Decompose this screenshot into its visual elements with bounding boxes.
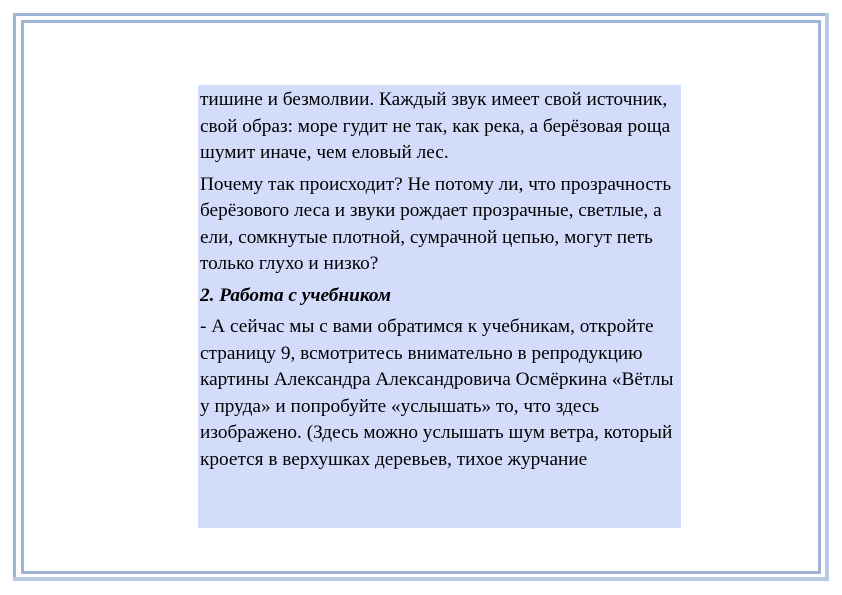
- slide-frame-bottom-edge: [13, 577, 829, 581]
- slide-frame-right-edge: [825, 13, 829, 581]
- paragraph-birch-and-fir: Почему так происходит? Не потому ли, что прозрачность берёзового леса и звуки рождает прозрачные, светлые, а ели, сомкнутые плотной, сумрачной цепью, могут петь только глухо и низко?: [200, 173, 672, 274]
- section-heading-textbook-work: 2. Работа с учебником: [200, 284, 391, 306]
- slide-text-box: [198, 85, 681, 528]
- paragraph-textbook-instructions: - А сейчас мы с вами обратимся к учебникам, откройте страницу 9, всмотритесь внимательно в репродукцию картины Александра Александровича Осмёркина «Вётлы у пруда» и попробуйте «услышать» то, что здесь изображено. (Здесь можно услышать шум ветра, который кроется в верхушках деревьев, тихое журчание: [200, 316, 674, 470]
- paragraph-sounds-of-nature: тишине и безмолвии. Каждый звук имеет свой источник, свой образ: море гудит не так, как река, а берёзовая роща шумит иначе, чем еловый лес.: [200, 89, 671, 163]
